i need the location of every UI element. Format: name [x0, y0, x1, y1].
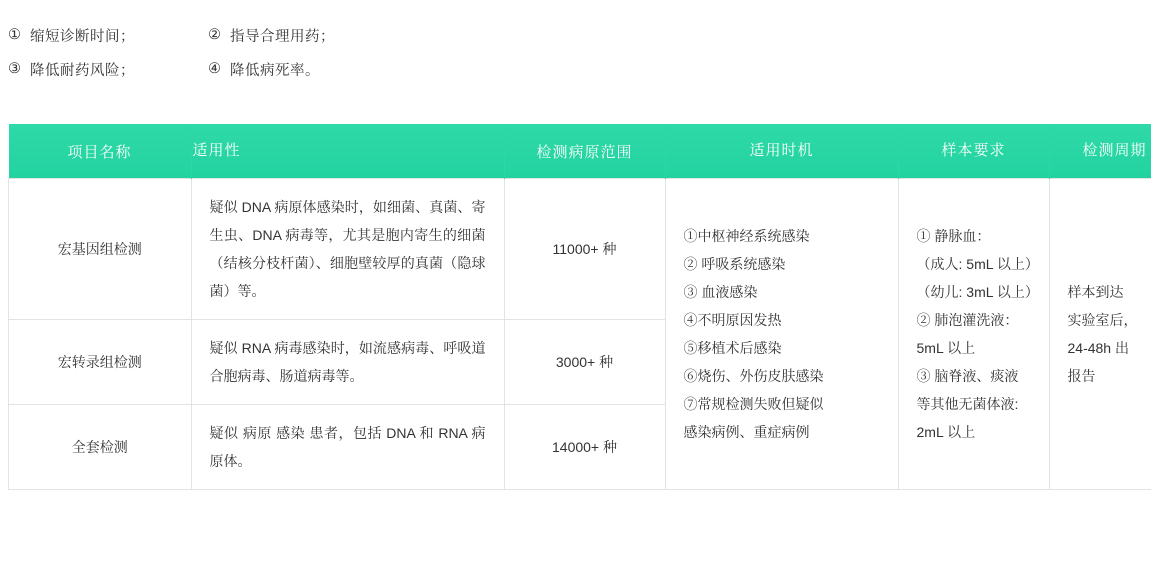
table-header-row — [9, 124, 1151, 179]
timing-line: 感染病例、重症病例 — [683, 424, 810, 440]
sample-line: （幼儿: 3mL 以上） — [916, 284, 1039, 300]
column-header-sample-requirement: 样本要求 — [898, 124, 1049, 179]
column-header-project-name: 项目名称 — [9, 124, 192, 179]
cell-timing — [665, 179, 898, 490]
turnaround-line: 报告 — [1067, 368, 1096, 384]
cell-project-name: 宏基因组检测 — [9, 179, 192, 320]
timing-line: ③ 血液感染 — [683, 284, 758, 300]
intro-row — [8, 52, 1151, 86]
cell-sample-requirement — [898, 179, 1049, 490]
intro-item-label: 缩短诊断时间； — [30, 28, 135, 45]
cell-applicability: 疑似 RNA 病毒感染时，如流感病毒、呼吸道合胞病毒、肠道病毒等。 — [191, 320, 504, 405]
intro-item-label: 降低耐药风险； — [30, 62, 135, 79]
cell-applicability: 疑似 病原 感染 患者，包括 DNA 和 RNA 病原体。 — [191, 405, 504, 490]
timing-line: ①中枢神经系统感染 — [683, 228, 810, 244]
column-header-timing: 适用时机 — [665, 124, 898, 179]
comparison-table — [8, 124, 1151, 490]
cell-turnaround — [1049, 179, 1151, 490]
column-header-applicability: 适用性 — [191, 124, 504, 179]
intro-item — [8, 25, 208, 46]
cell-applicability: 疑似 DNA 病原体感染时，如细菌、真菌、寄生虫、DNA 病毒等，尤其是胞内寄生的细菌（结核分枝杆菌）、细胞壁较厚的真菌（隐球菌）等。 — [191, 179, 504, 320]
sample-line: 5mL 以上 — [916, 340, 976, 356]
sample-line: 等其他无菌体液: — [916, 396, 1019, 412]
timing-line: ④不明原因发热 — [683, 312, 782, 328]
cell-pathogen-range: 14000+ 种 — [504, 405, 665, 490]
sample-line: （成人: 5mL 以上） — [916, 256, 1039, 272]
cell-pathogen-range: 11000+ 种 — [504, 179, 665, 320]
comparison-table-wrapper — [8, 124, 1147, 490]
intro-item — [208, 59, 320, 80]
table-body — [9, 179, 1151, 490]
timing-line: ⑤移植术后感染 — [683, 340, 782, 356]
sample-line: ③ 脑脊液、痰液 — [916, 368, 1019, 384]
column-header-turnaround: 检测周期 — [1049, 124, 1151, 179]
sample-line: 2mL 以上 — [916, 424, 976, 440]
cell-pathogen-range: 3000+ 种 — [504, 320, 665, 405]
cell-project-name: 宏转录组检测 — [9, 320, 192, 405]
turnaround-line: 24-48h 出 — [1067, 340, 1129, 356]
intro-item — [208, 25, 335, 46]
turnaround-line: 实验室后， — [1067, 312, 1138, 328]
timing-line: ⑥烧伤、外伤皮肤感染 — [683, 368, 824, 384]
intro-item-number: ④ — [208, 61, 221, 77]
intro-item-number: ② — [208, 27, 221, 43]
sample-line: ① 静脉血： — [916, 228, 991, 244]
table-row — [9, 179, 1151, 320]
intro-row — [8, 18, 1151, 52]
timing-line: ⑦常规检测失败但疑似 — [683, 396, 824, 412]
intro-list — [0, 0, 1151, 86]
intro-item-number: ③ — [8, 61, 21, 77]
intro-item — [8, 59, 208, 80]
sample-line: ② 肺泡灌洗液： — [916, 312, 1019, 328]
turnaround-line: 样本到达 — [1067, 284, 1124, 300]
intro-item-label: 指导合理用药； — [230, 28, 335, 45]
timing-line: ② 呼吸系统感染 — [683, 256, 786, 272]
table-header — [9, 124, 1151, 179]
column-header-pathogen-range: 检测病原范围 — [504, 124, 665, 179]
intro-item-number: ① — [8, 27, 21, 43]
intro-item-label: 降低病死率。 — [230, 62, 320, 79]
cell-project-name: 全套检测 — [9, 405, 192, 490]
